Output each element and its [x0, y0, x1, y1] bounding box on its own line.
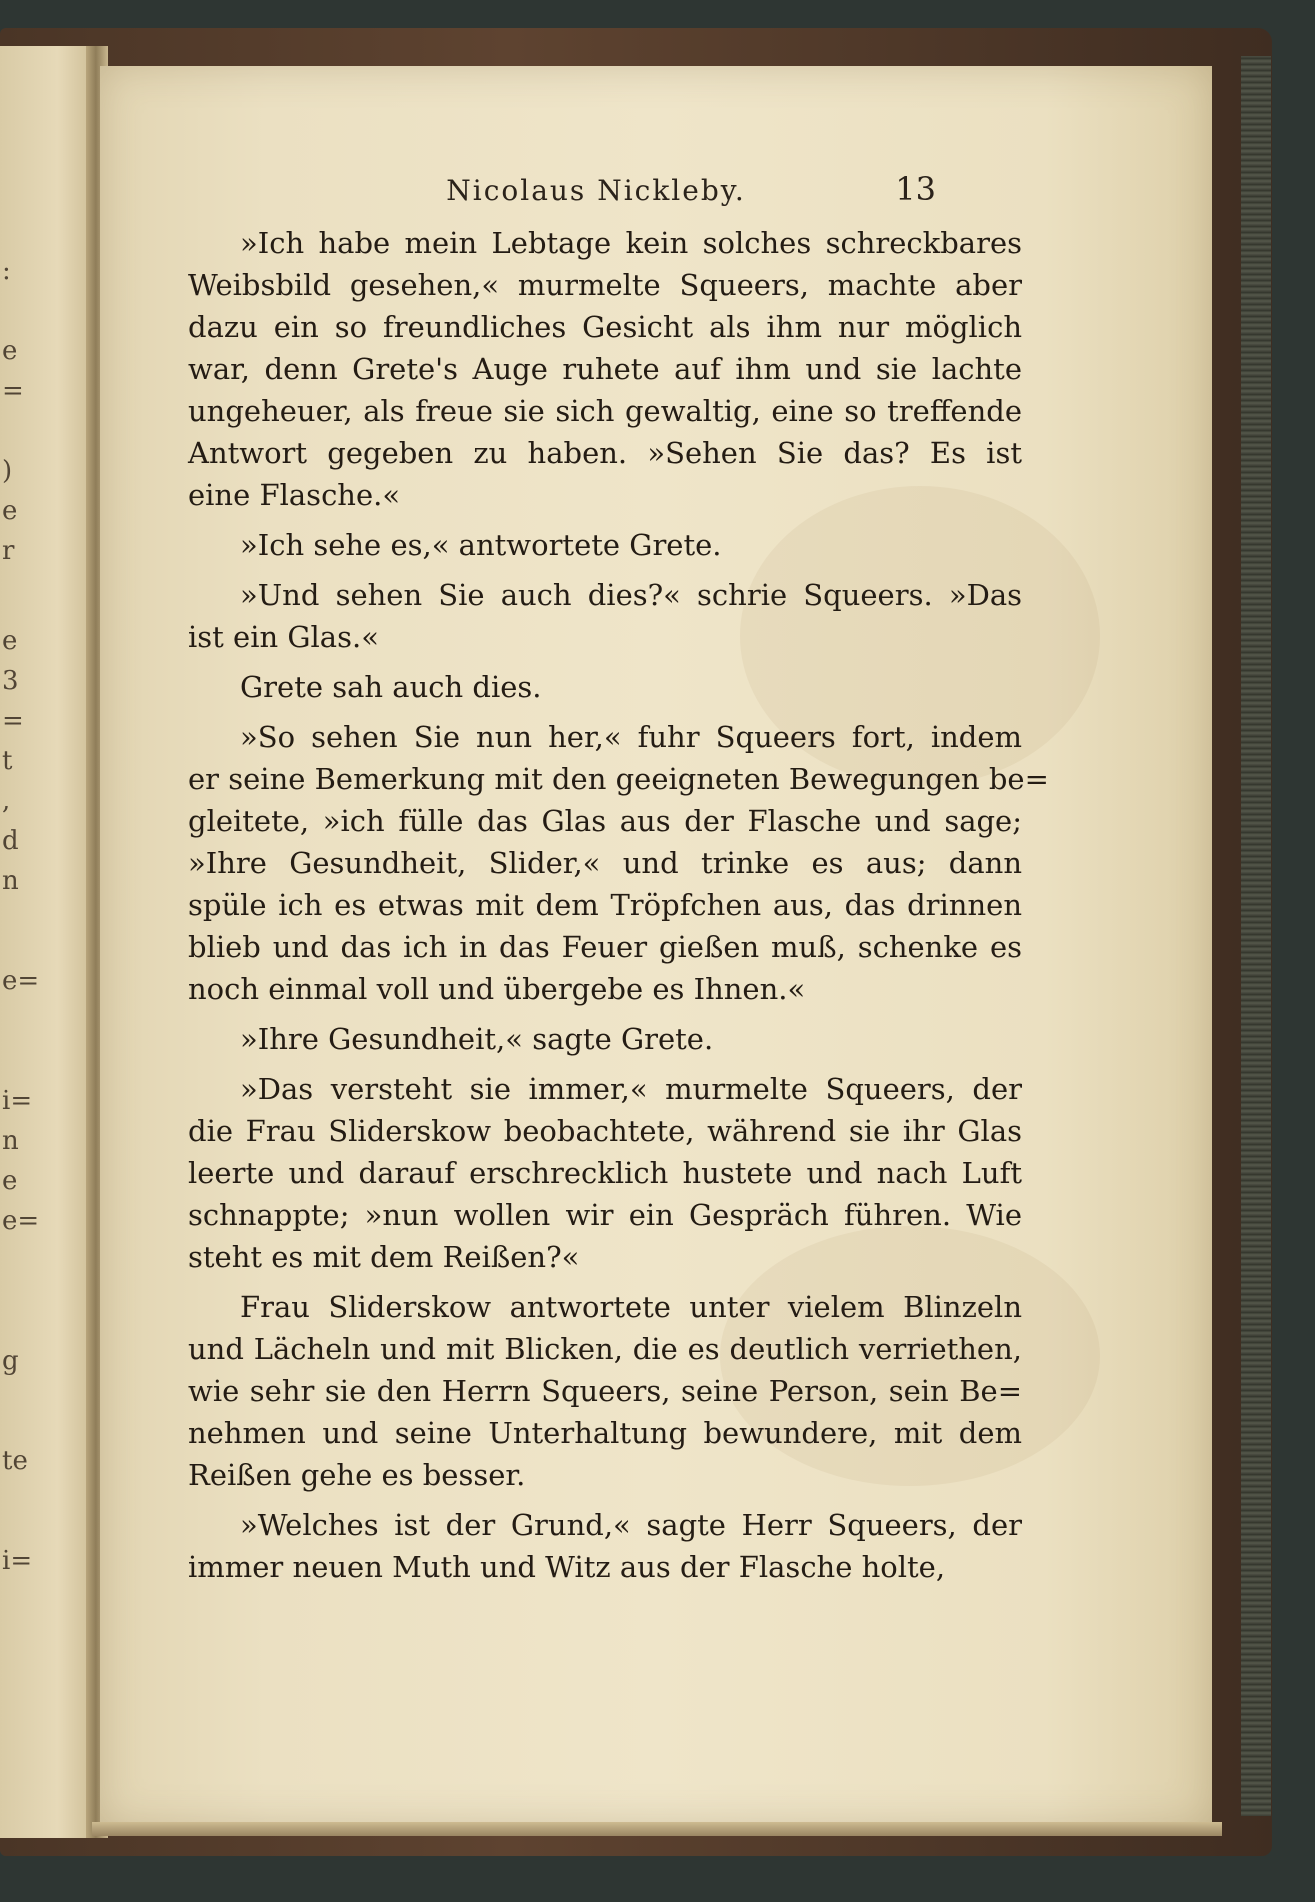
page-bottom-edge [92, 1822, 1222, 1836]
previous-page-text-fragment: g [2, 1346, 19, 1376]
text-line: nehmen und seine Unterhaltung bewundere, mit dem [188, 1416, 1022, 1450]
paragraph [188, 222, 1022, 524]
text-line: »Ihre Gesundheit, Slider,« und trinke es aus; dann [188, 846, 1022, 880]
book-spine-edge [1241, 56, 1271, 1816]
previous-page-text-fragment: i= [2, 1546, 33, 1576]
previous-page-text-fragment: : [2, 256, 11, 286]
previous-page-text-fragment: = [2, 376, 24, 406]
previous-page-text-fragment: , [2, 786, 11, 816]
paragraph [188, 1504, 1022, 1588]
previous-page-text-fragment: n [2, 1126, 19, 1156]
text-line: ist ein Glas.« [188, 620, 379, 654]
text-line: »Ihre Gesundheit,« sagte Grete. [240, 1022, 714, 1056]
paragraph [188, 574, 1022, 666]
page-number: 13 [895, 170, 936, 208]
text-line: er seine Bemerkung mit den geeigneten Bewegungen be= [188, 762, 1049, 796]
previous-page-text-fragment: te [2, 1446, 28, 1476]
paragraph [188, 524, 1022, 574]
text-line: Grete sah auch dies. [240, 670, 542, 704]
text-line: blieb und das ich in das Feuer gießen muß, schenke es [188, 930, 1022, 964]
paragraph [188, 1018, 1022, 1068]
paragraph [188, 716, 1049, 1018]
previous-page-text-fragment: ) [2, 456, 13, 486]
body-text [188, 222, 1049, 1588]
text-line: Reißen gehe es besser. [188, 1458, 526, 1492]
running-head [366, 166, 936, 216]
text-line: Antwort gegeben zu haben. »Sehen Sie das? Es ist [188, 436, 1022, 470]
text-line: wie sehr sie den Herrn Squeers, seine Person, sein Be= [188, 1374, 1022, 1408]
text-line: spüle ich es etwas mit dem Tröpfchen aus, das drinnen [188, 888, 1022, 922]
text-line: gleitete, »ich fülle das Glas aus der Flasche und sage; [188, 804, 1022, 838]
previous-page-text-fragment: t [2, 746, 13, 776]
text-line: war, denn Grete's Auge ruhete auf ihm und sie lachte [188, 352, 1022, 386]
text-line: dazu ein so freundliches Gesicht als ihm nur möglich [188, 310, 1022, 344]
running-title: Nicolaus Nickleby. [446, 174, 746, 207]
text-line: noch einmal voll und übergebe es Ihnen.« [188, 972, 806, 1006]
previous-page-text-fragment: e [2, 626, 18, 656]
paragraph [188, 1286, 1022, 1504]
previous-page-text-fragment: e= [2, 966, 40, 996]
previous-page-text-fragment: = [2, 706, 24, 736]
previous-page-text-fragment: r [2, 536, 15, 566]
previous-page-text-fragment: e= [2, 1206, 40, 1236]
text-line: schnappte; »nun wollen wir ein Gespräch führen. Wie [188, 1198, 1022, 1232]
text-line: »Und sehen Sie auch dies?« schrie Squeers. »Das [240, 578, 1022, 612]
text-line: »Welches ist der Grund,« sagte Herr Squeers, der [240, 1508, 1022, 1542]
previous-page-text-fragment: 3 [2, 666, 19, 696]
text-line: Weibsbild gesehen,« murmelte Squeers, machte aber [188, 268, 1022, 302]
previous-page-text-fragment: e [2, 496, 18, 526]
text-line: »Ich sehe es,« antwortete Grete. [240, 528, 722, 562]
text-line: leerte und darauf erschrecklich hustete und nach Luft [188, 1156, 1022, 1190]
text-line: »Ich habe mein Lebtage kein solches schreckbares [240, 226, 1022, 260]
text-line: eine Flasche.« [188, 478, 401, 512]
text-line: immer neuen Muth und Witz aus der Flasche holte, [188, 1550, 946, 1584]
text-line: »Das versteht sie immer,« murmelte Squeers, der [240, 1072, 1022, 1106]
text-line: Frau Sliderskow antwortete unter vielem Blinzeln [240, 1290, 1022, 1324]
paragraph [188, 1068, 1022, 1286]
previous-page-text-fragment: n [2, 866, 19, 896]
previous-page-text-fragment: e [2, 336, 18, 366]
text-line: und Lächeln und mit Blicken, die es deutlich verriethen, [188, 1332, 1022, 1366]
text-line: steht es mit dem Reißen?« [188, 1240, 580, 1274]
text-line: ungeheuer, als freue sie sich gewaltig, eine so treffende [188, 394, 1022, 428]
previous-page-text-fragment: d [2, 826, 19, 856]
previous-page-sliver [0, 46, 96, 1838]
text-line: die Frau Sliderskow beobachtete, während sie ihr Glas [188, 1114, 1022, 1148]
paragraph [188, 666, 1022, 716]
previous-page-text-fragment: e [2, 1166, 18, 1196]
previous-page-text-fragment: i= [2, 1086, 33, 1116]
text-line: »So sehen Sie nun her,« fuhr Squeers fort, indem [240, 720, 1022, 754]
